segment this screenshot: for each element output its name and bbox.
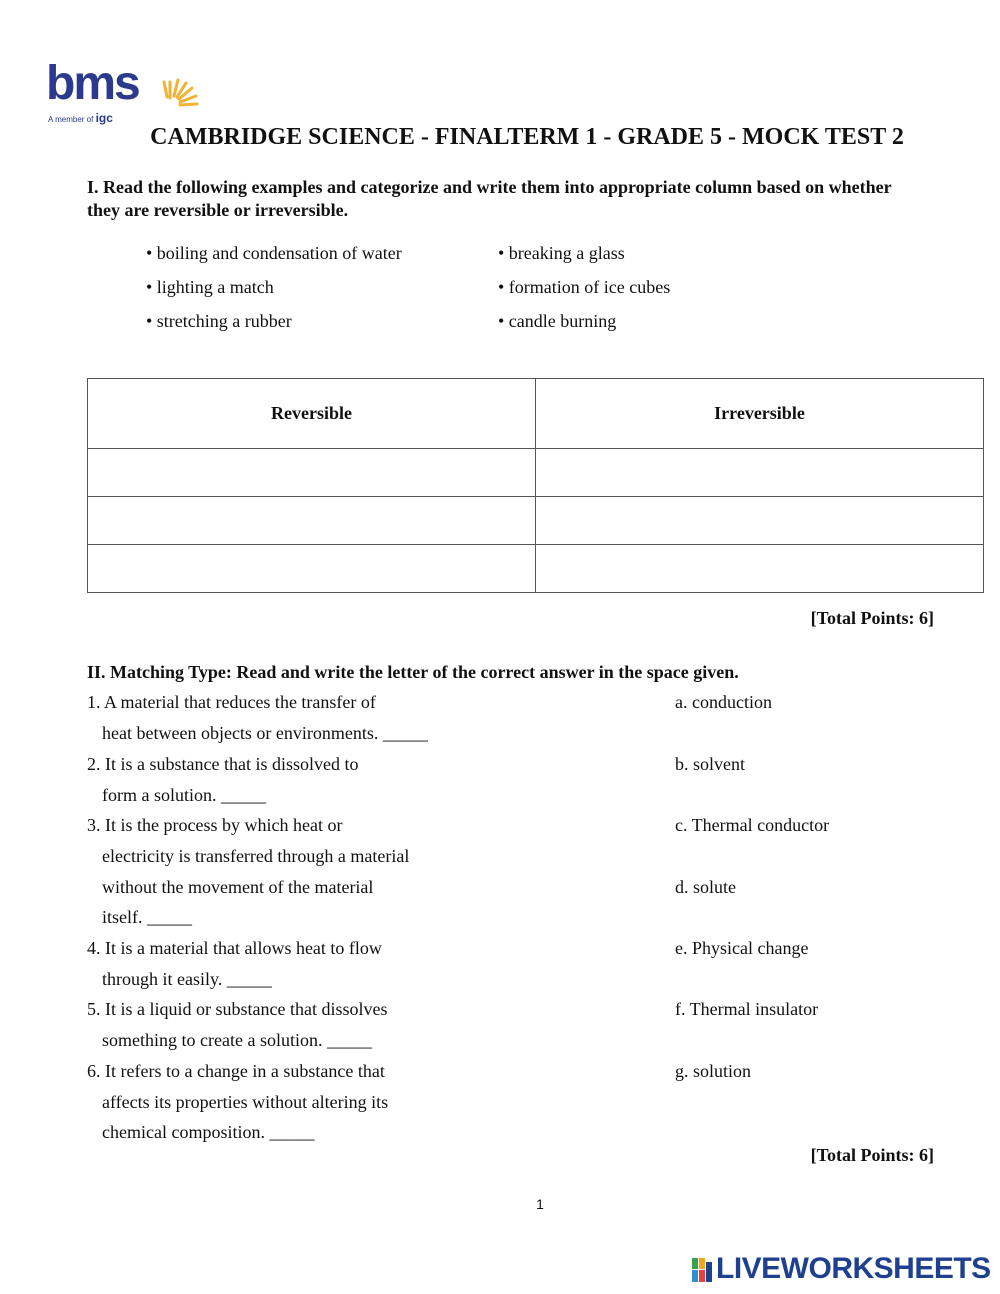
list-item: • stretching a rubber xyxy=(146,311,292,331)
school-logo xyxy=(46,57,176,125)
reversible-header: Reversible xyxy=(88,379,536,449)
question-line: affects its properties without altering its xyxy=(102,1092,389,1112)
question-line: something to create a solution. _____ xyxy=(102,1030,372,1050)
answer-cell-reversible[interactable] xyxy=(88,545,536,593)
table-row xyxy=(88,449,984,497)
member-of-label: A member of igc xyxy=(48,111,113,125)
table-header-row xyxy=(88,379,984,449)
choice-item: d. solute xyxy=(675,877,736,897)
choice-item: g. solution xyxy=(675,1061,752,1081)
question-line: itself. _____ xyxy=(102,907,192,927)
question-line: without the movement of the material xyxy=(102,877,374,897)
list-item: • breaking a glass xyxy=(498,243,625,263)
section1-instruction: I. Read the following examples and categorize and write them into appropriate column based on whether they are reversible or irreversible. xyxy=(87,177,892,220)
question-line: electricity is transferred through a material xyxy=(102,846,410,866)
answer-cell-irreversible[interactable] xyxy=(536,545,984,593)
page-number: 1 xyxy=(536,1196,544,1212)
total-points-2: [Total Points: 6] xyxy=(810,1145,934,1165)
page-title: CAMBRIDGE SCIENCE - FINALTERM 1 - GRADE 5 - MOCK TEST 2 xyxy=(150,124,904,150)
table-row xyxy=(88,545,984,593)
logo-wordmark: bms xyxy=(46,57,139,110)
question-line: 2. It is a substance that is dissolved to xyxy=(87,754,359,774)
choice-item: f. Thermal insulator xyxy=(675,999,819,1019)
choice-item: b. solvent xyxy=(675,754,745,774)
categorize-table xyxy=(87,378,984,593)
question-line: through it easily. _____ xyxy=(102,969,272,989)
question-line: 4. It is a material that allows heat to flow xyxy=(87,938,382,958)
list-item: • lighting a match xyxy=(146,277,274,297)
liveworksheets-badge-icon xyxy=(692,1258,714,1282)
answer-cell-irreversible[interactable] xyxy=(536,449,984,497)
table-row xyxy=(88,497,984,545)
liveworksheets-wordmark: LIVEWORKSHEETS xyxy=(716,1252,991,1285)
question-line: heat between objects or environments. _____ xyxy=(102,723,428,743)
question-line: 5. It is a liquid or substance that dissolves xyxy=(87,999,388,1019)
answer-cell-reversible[interactable] xyxy=(88,497,536,545)
choice-item: a. conduction xyxy=(675,692,772,712)
list-item: • formation of ice cubes xyxy=(498,277,671,297)
total-points-1: [Total Points: 6] xyxy=(810,608,934,628)
question-line: 3. It is the process by which heat or xyxy=(87,815,343,835)
choice-item: e. Physical change xyxy=(675,938,809,958)
sun-rays-icon xyxy=(156,58,216,108)
list-item: • candle burning xyxy=(498,311,617,331)
question-line: 1. A material that reduces the transfer of xyxy=(87,692,376,712)
choice-item: c. Thermal conductor xyxy=(675,815,830,835)
answer-cell-irreversible[interactable] xyxy=(536,497,984,545)
list-item: • boiling and condensation of water xyxy=(146,243,402,263)
question-line: chemical composition. _____ xyxy=(102,1122,315,1142)
answer-cell-reversible[interactable] xyxy=(88,449,536,497)
question-line: form a solution. _____ xyxy=(102,785,266,805)
section2-instruction: II. Matching Type: Read and write the letter of the correct answer in the space given. xyxy=(87,662,739,682)
irreversible-header: Irreversible xyxy=(536,379,984,449)
question-line: 6. It refers to a change in a substance that xyxy=(87,1061,385,1081)
